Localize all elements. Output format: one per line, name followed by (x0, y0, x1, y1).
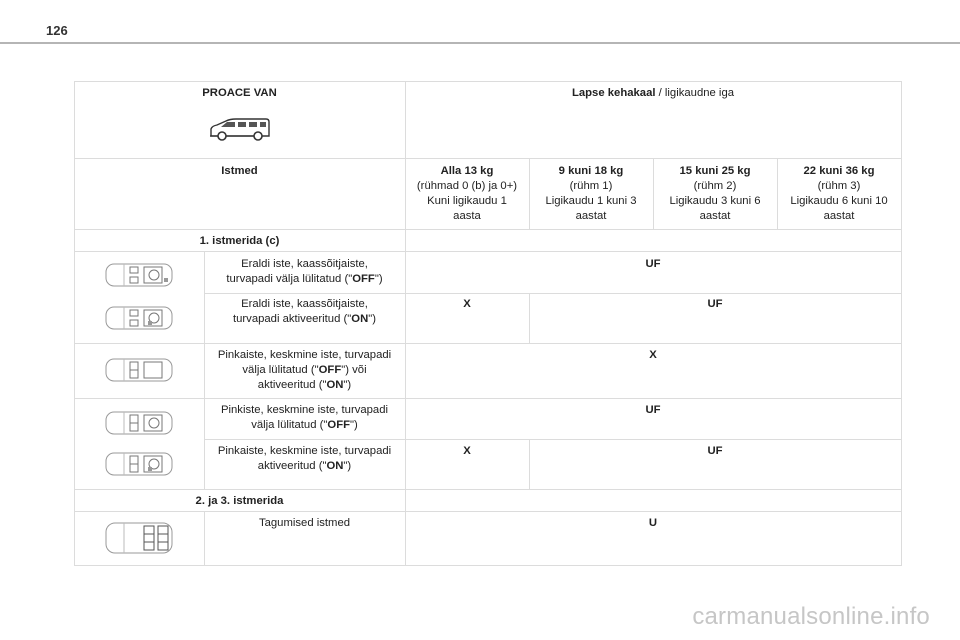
row-0-value: UF (645, 258, 661, 270)
row-4-label: Pinkaiste, keskmine iste, turvapadi aktiveeritud ("ON") (217, 445, 392, 472)
row-1-value-a: X (463, 298, 471, 310)
row-5-label: Tagumised istmed (258, 517, 351, 529)
van-icon (208, 117, 272, 143)
section-row23: 2. ja 3. istmerida (195, 495, 284, 507)
row-2-label: Pinkaiste, keskmine iste, turvapadi välja lülitatud ("OFF") või aktiveeritud ("ON") (217, 349, 392, 391)
seat-diagram-icon (104, 262, 174, 288)
row-2-value: X (649, 349, 657, 361)
row-5-value: U (648, 517, 658, 529)
seat-diagram-icon (104, 410, 174, 436)
seat-group-title: Lapse kehakaal / ligikaudne iga (571, 87, 735, 99)
watermark: carmanualsonline.info (692, 603, 930, 630)
vehicle-name: PROACE VAN (202, 87, 277, 99)
row-3-label: Pinkiste, keskmine iste, turvapadi välja lülitatud ("OFF") (220, 404, 388, 431)
seat-diagram-icon (104, 451, 174, 477)
group-header-2: 15 kuni 25 kg (rühm 2) Ligikaudu 3 kuni 6 aastat (669, 165, 761, 222)
seat-diagram-icon (104, 357, 174, 383)
row-4-value-a: X (463, 445, 471, 457)
seat-diagram-icon (104, 305, 174, 331)
group-header-1: 9 kuni 18 kg (rühm 1) Ligikaudu 1 kuni 3 aastat (545, 165, 637, 222)
row-1-value-b: UF (707, 298, 723, 310)
page-number: 126 (46, 23, 68, 38)
header-rule (0, 42, 960, 44)
group-header-3: 22 kuni 36 kg (rühm 3) Ligikaudu 6 kuni 10 aastat (790, 165, 888, 222)
group-header-0: Alla 13 kg (rühmad 0 (b) ja 0+) Kuni ligikaudu 1 aasta (416, 165, 518, 222)
row-4-value-b: UF (707, 445, 723, 457)
row-1-label: Eraldi iste, kaassõitjaiste, turvapadi aktiveeritud ("ON") (232, 298, 377, 325)
seat-diagram-icon (104, 521, 174, 555)
row-3-value: UF (645, 404, 661, 416)
row-0-label: Eraldi iste, kaassõitjaiste, turvapadi välja lülitatud ("OFF") (226, 258, 383, 285)
section-row1: 1. istmerida (c) (199, 235, 280, 247)
seats-column-header: Istmed (221, 165, 258, 177)
